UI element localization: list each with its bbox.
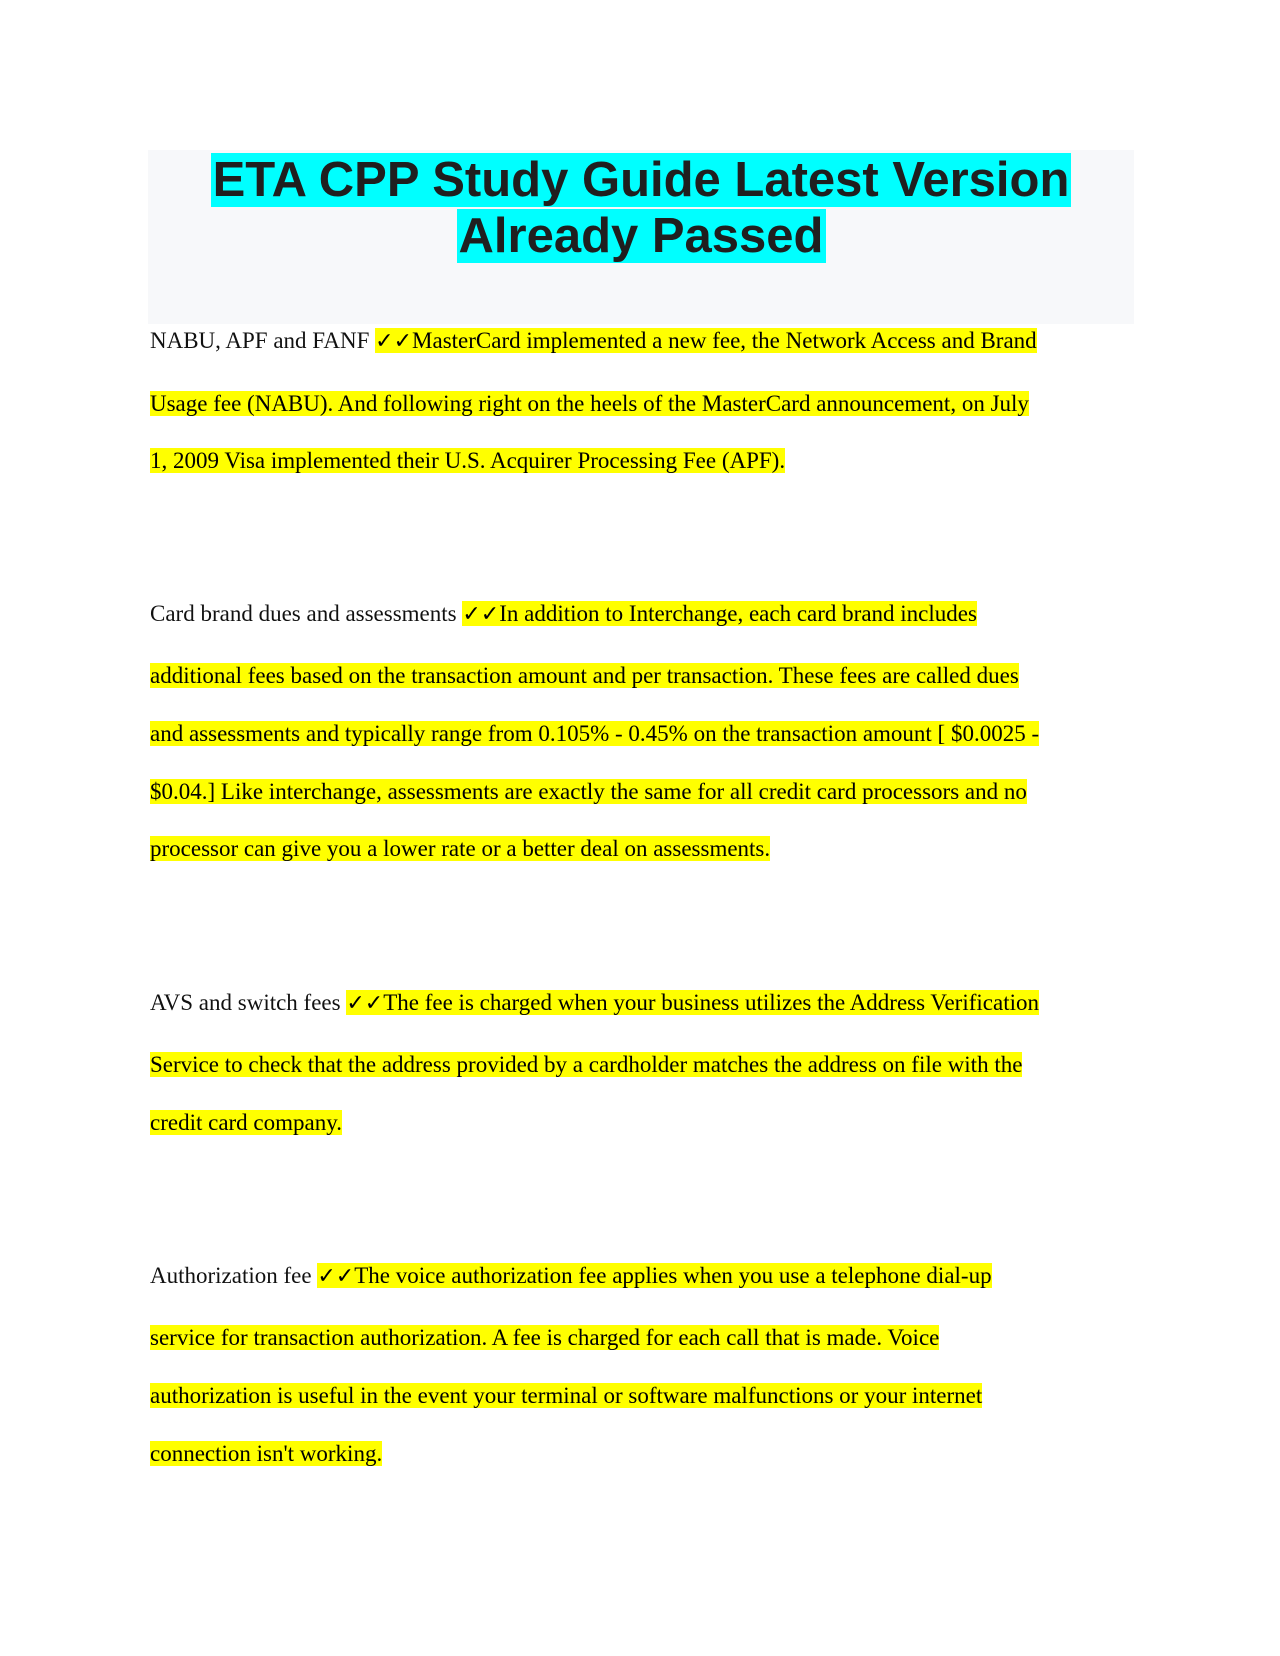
entry-term: AVS and switch fees xyxy=(150,990,341,1015)
entry-line xyxy=(150,445,785,477)
entry-answer-text: service for transaction authorization. A fee is charged for each call that is made. Voice xyxy=(150,1325,940,1350)
entry-line xyxy=(150,1260,992,1293)
check-icon: ✓✓ xyxy=(462,602,500,627)
entry-answer-text: Service to check that the address provided by a cardholder matches the address on file with the xyxy=(150,1052,1023,1077)
document-title-line-1 xyxy=(148,152,1134,208)
entry-term: Authorization fee xyxy=(150,1263,312,1288)
entry-answer-text: connection isn't working. xyxy=(150,1441,383,1466)
entry-line xyxy=(150,1438,382,1470)
entry-answer-text: 1, 2009 Visa implemented their U.S. Acquirer Processing Fee (APF). xyxy=(150,448,786,473)
entry-answer-text: authorization is useful in the event your terminal or software malfunctions or your internet xyxy=(150,1383,983,1408)
entry-answer-text: $0.04.] Like interchange, assessments are exactly the same for all credit card processors and no xyxy=(150,779,1027,804)
document-title-line-2 xyxy=(148,208,1134,264)
entry-line xyxy=(150,718,1039,750)
entry-line xyxy=(150,598,977,631)
entry-line xyxy=(150,1380,982,1412)
entry-line xyxy=(150,1049,1022,1081)
check-icon: ✓✓ xyxy=(317,1264,355,1289)
entry-line xyxy=(150,660,1019,692)
check-icon: ✓✓ xyxy=(375,329,413,354)
entry-answer-text: processor can give you a lower rate or a better deal on assessments. xyxy=(150,836,771,861)
document-title-block xyxy=(148,150,1134,324)
document-title-text-1: ETA CPP Study Guide Latest Version xyxy=(212,153,1070,207)
entry-line xyxy=(150,325,1037,358)
entry-line xyxy=(150,1107,342,1139)
entry-answer-text: Usage fee (NABU). And following right on the heels of the MasterCard announcement, on July xyxy=(150,391,1029,416)
entry-line xyxy=(150,987,1039,1020)
entry-answer-text: MasterCard implemented a new fee, the Network Access and Brand xyxy=(412,328,1037,353)
check-icon: ✓✓ xyxy=(346,991,384,1016)
entry-line xyxy=(150,776,1027,808)
entry-line xyxy=(150,1322,939,1354)
entry-answer-text: The voice authorization fee applies when you use a telephone dial-up xyxy=(354,1263,992,1288)
entry-answer-text: additional fees based on the transaction amount and per transaction. These fees are called dues xyxy=(150,663,1019,688)
entry-answer-text: and assessments and typically range from 0.105% - 0.45% on the transaction amount [ $0.0025 - xyxy=(150,721,1040,746)
entry-line xyxy=(150,388,1029,420)
entry-answer-text: In addition to Interchange, each card brand includes xyxy=(499,601,977,626)
entry-line xyxy=(150,833,770,865)
document-title-text-2: Already Passed xyxy=(458,209,824,263)
entry-term: NABU, APF and FANF xyxy=(150,328,370,353)
entry-answer-text: The fee is charged when your business utilizes the Address Verification xyxy=(383,990,1039,1015)
entry-term: Card brand dues and assessments xyxy=(150,601,457,626)
entry-answer-text: credit card company. xyxy=(150,1110,342,1135)
